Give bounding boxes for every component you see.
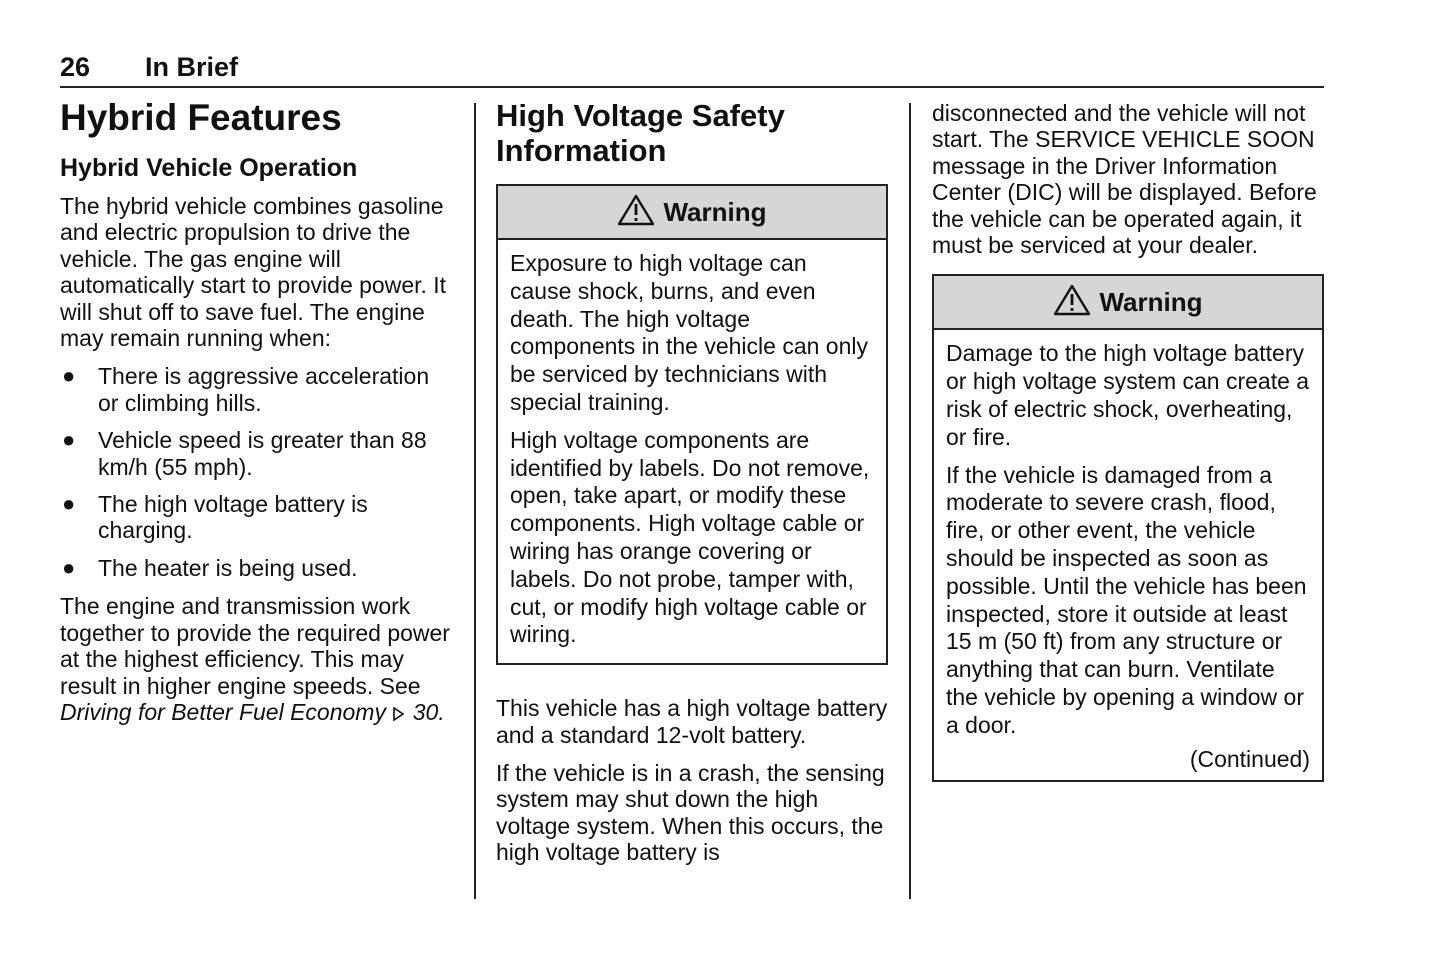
warning-body: [934, 330, 1322, 779]
column-2: [496, 96, 888, 878]
list-item-text: There is aggressive acceleration or climbing hills.: [98, 363, 430, 416]
section-name: In Brief: [145, 52, 239, 82]
paragraph: This vehicle has a high voltage battery and a standard 12-volt battery.: [496, 695, 888, 748]
list-item-text: The high voltage battery is charging.: [98, 491, 368, 544]
list-item-text: Vehicle speed is greater than 88 km/h (55 mph).: [98, 427, 427, 480]
warning-paragraph: High voltage components are identified by labels. Do not remove, open, take apart, or modify these components. High voltage cable or wiring has orange covering or labels. Do not probe, tamper with, cut, or modify high voltage cable or wiring.: [510, 426, 870, 648]
warning-triangle-icon: [1053, 284, 1091, 321]
warning-triangle-icon: [617, 194, 655, 231]
cross-reference-end: .: [438, 698, 445, 725]
paragraph: disconnected and the vehicle will not start. The SERVICE VEHICLE SOON message in the Driver Information Center (DIC) will be displayed. Before the vehicle can be operated again, it must be serviced at your dealer.: [932, 100, 1317, 259]
paragraph: [60, 593, 455, 727]
warning-header: [498, 186, 886, 240]
cross-reference-link[interactable]: Driving for Better Fuel Economy: [60, 698, 386, 725]
warning-paragraph: Damage to the high voltage battery or high voltage system can create a risk of electric shock, overheating, or fire.: [946, 340, 1310, 450]
column-divider: [909, 103, 911, 899]
bullet-icon: ●: [62, 363, 76, 389]
warning-box: [496, 184, 888, 665]
bullet-icon: ●: [62, 427, 76, 453]
paragraph: The hybrid vehicle combines gasoline and electric propulsion to drive the vehicle. The gas engine will automatically start to provide power. It will shut off to save fuel. The engine may remain running when:: [60, 193, 447, 352]
paragraph: If the vehicle is in a crash, the sensing system may shut down the high voltage system. When this occurs, the high voltage battery is: [496, 759, 885, 866]
warning-label: Warning: [663, 196, 767, 227]
page-reference-arrow-icon: [392, 701, 406, 727]
warning-paragraph: Exposure to high voltage can cause shock, burns, and even death. The high voltage components in the vehicle can only be serviced by technicians with special training.: [510, 250, 868, 415]
page-header: [60, 52, 1324, 88]
column-divider: [474, 103, 476, 899]
warning-header: [934, 276, 1322, 330]
warning-paragraph: If the vehicle is damaged from a moderate to severe crash, flood, fire, or other event, the vehicle should be inspected as soon as possible. Until the vehicle has been inspected, store it outside at least 15 m (50 ft) from any structure or anything that can burn. Ventilate the vehicle by opening a window or a door.: [946, 461, 1307, 738]
continued-note: (Continued): [1189, 745, 1310, 772]
warning-body: [498, 240, 886, 663]
warning-box: [932, 274, 1324, 781]
list-item-text: The heater is being used.: [98, 554, 358, 581]
section-title: High Voltage Safety Information: [496, 98, 785, 168]
paragraph-text: The engine and transmission work together to provide the required power at the highest efficiency. This may result in higher engine speeds. See: [60, 593, 450, 699]
list-item: [60, 491, 455, 544]
subsection-title: Hybrid Vehicle Operation: [60, 154, 358, 182]
cross-reference-page[interactable]: 30: [412, 698, 439, 725]
column-1: [60, 96, 455, 739]
list-item: [60, 363, 455, 416]
page-number: 26: [60, 52, 91, 82]
list-item: [60, 427, 455, 480]
bullet-icon: ●: [62, 554, 76, 580]
page-title: Hybrid Features: [60, 97, 342, 138]
bullet-list: [60, 363, 455, 581]
bullet-icon: ●: [62, 491, 76, 517]
warning-label: Warning: [1099, 286, 1203, 317]
list-item: [60, 555, 455, 581]
column-3: [932, 100, 1324, 812]
